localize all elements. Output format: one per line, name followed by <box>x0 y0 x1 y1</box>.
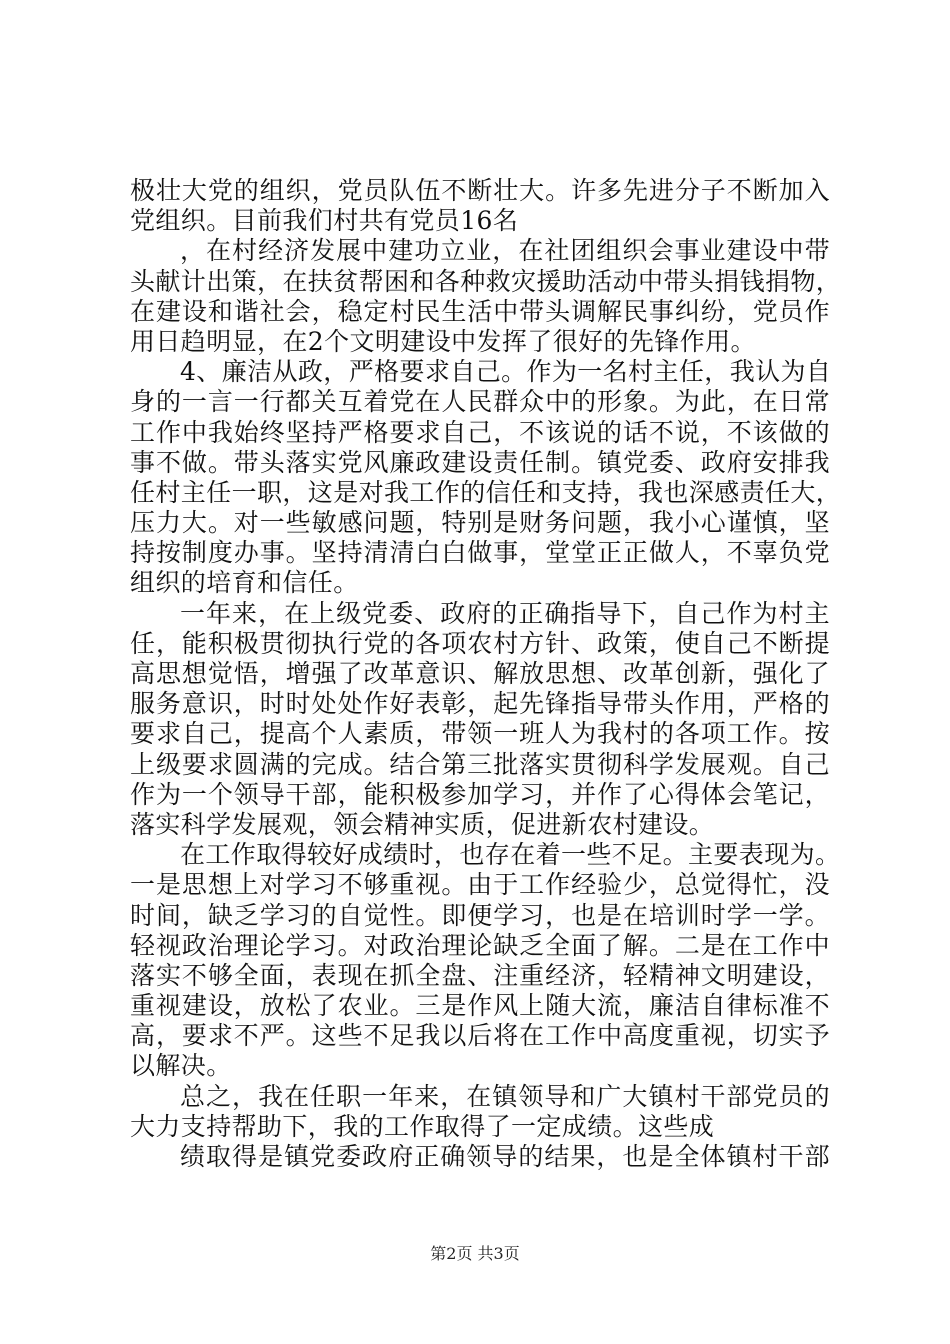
page-number-label: 第2页 共3页 <box>430 1244 520 1263</box>
text-line: 轻视政治理论学习。对政治理论缺乏全面了解。二是在工作中 <box>130 930 830 960</box>
text-line: 身的一言一行都关互着党在人民群众中的形象。为此，在日常 <box>130 387 830 417</box>
page-footer <box>0 1244 950 1264</box>
text-line: 落实不够全面，表现在抓全盘、注重经济，轻精神文明建设， <box>130 960 830 990</box>
text-line: 极壮大党的组织，党员队伍不断壮大。许多先进分子不断加入 <box>130 176 830 205</box>
text-line: 组织的培育和信任。 <box>130 568 359 598</box>
document-lines <box>130 176 842 1172</box>
text-line: 时间，缺乏学习的自觉性。即便学习，也是在培训时学一学。 <box>130 900 830 930</box>
text-line: 要求自己，提高个人素质，带领一班人为我村的各项工作。按 <box>130 719 830 749</box>
text-line: 党组织。目前我们村共有党员16名 <box>130 206 519 236</box>
text-line: 高思想觉悟，增强了改革意识、解放思想、改革创新，强化了 <box>130 659 830 688</box>
text-line: 作为一个领导干部，能积极参加学习，并作了心得体会笔记， <box>130 779 830 809</box>
text-line: 压力大。对一些敏感问题，特别是财务问题，我小心谨慎，坚 <box>130 508 830 538</box>
text-line: 一年来，在上级党委、政府的正确指导下，自己作为村主 <box>180 598 830 628</box>
text-line: 4、廉洁从政，严格要求自己。作为一名村主任，我认为自 <box>180 357 832 387</box>
text-line: 持按制度办事。坚持清清白白做事，堂堂正正做人，不辜负党 <box>130 538 830 568</box>
text-line: 工作中我始终坚持严格要求自己，不该说的话不说，不该做的 <box>130 417 830 447</box>
text-line: 任村主任一职，这是对我工作的信任和支持，我也深感责任大， <box>130 477 842 507</box>
text-line: 服务意识，时时处处作好表彰，起先锋指导带头作用，严格的 <box>130 689 830 719</box>
text-line: 高，要求不严。这些不足我以后将在工作中高度重视，切实予 <box>130 1021 830 1051</box>
text-line: 用日趋明显，在2个文明建设中发挥了很好的先锋作用。 <box>130 326 756 356</box>
text-line: 总之，我在任职一年来，在镇领导和广大镇村干部党员的 <box>180 1081 830 1111</box>
text-line: 以解决。 <box>130 1051 232 1081</box>
text-line: 重视建设，放松了农业。三是作风上随大流，廉洁自律标准不 <box>130 991 830 1021</box>
text-line: 任，能积极贯彻执行党的各项农村方针、政策，使自己不断提 <box>130 628 830 658</box>
text-line: 头献计出策，在扶贫帮困和各种救灾援助活动中带头捐钱捐物， <box>130 266 842 296</box>
text-line: 事不做。带头落实党风廉政建设责任制。镇党委、政府安排我 <box>130 447 830 477</box>
text-line: 一是思想上对学习不够重视。由于工作经验少，总觉得忙，没 <box>130 870 830 900</box>
text-line: 在建设和谐社会，稳定村民生活中带头调解民事纠纷，党员作 <box>130 296 830 326</box>
text-line: 大力支持帮助下，我的工作取得了一定成绩。这些成 <box>130 1111 715 1141</box>
document-body <box>130 176 842 1172</box>
text-line: 在工作取得较好成绩时，也存在着一些不足。主要表现为。 <box>180 840 841 870</box>
text-line: 落实科学发展观，领会精神实质，促进新农村建设。 <box>130 809 715 839</box>
text-line: 上级要求圆满的完成。结合第三批落实贯彻科学发展观。自己 <box>130 749 830 779</box>
text-line: ，在村经济发展中建功立业，在社团组织会事业建设中带 <box>180 236 830 266</box>
text-line: 绩取得是镇党委政府正确领导的结果，也是全体镇村干部 <box>180 1142 830 1171</box>
